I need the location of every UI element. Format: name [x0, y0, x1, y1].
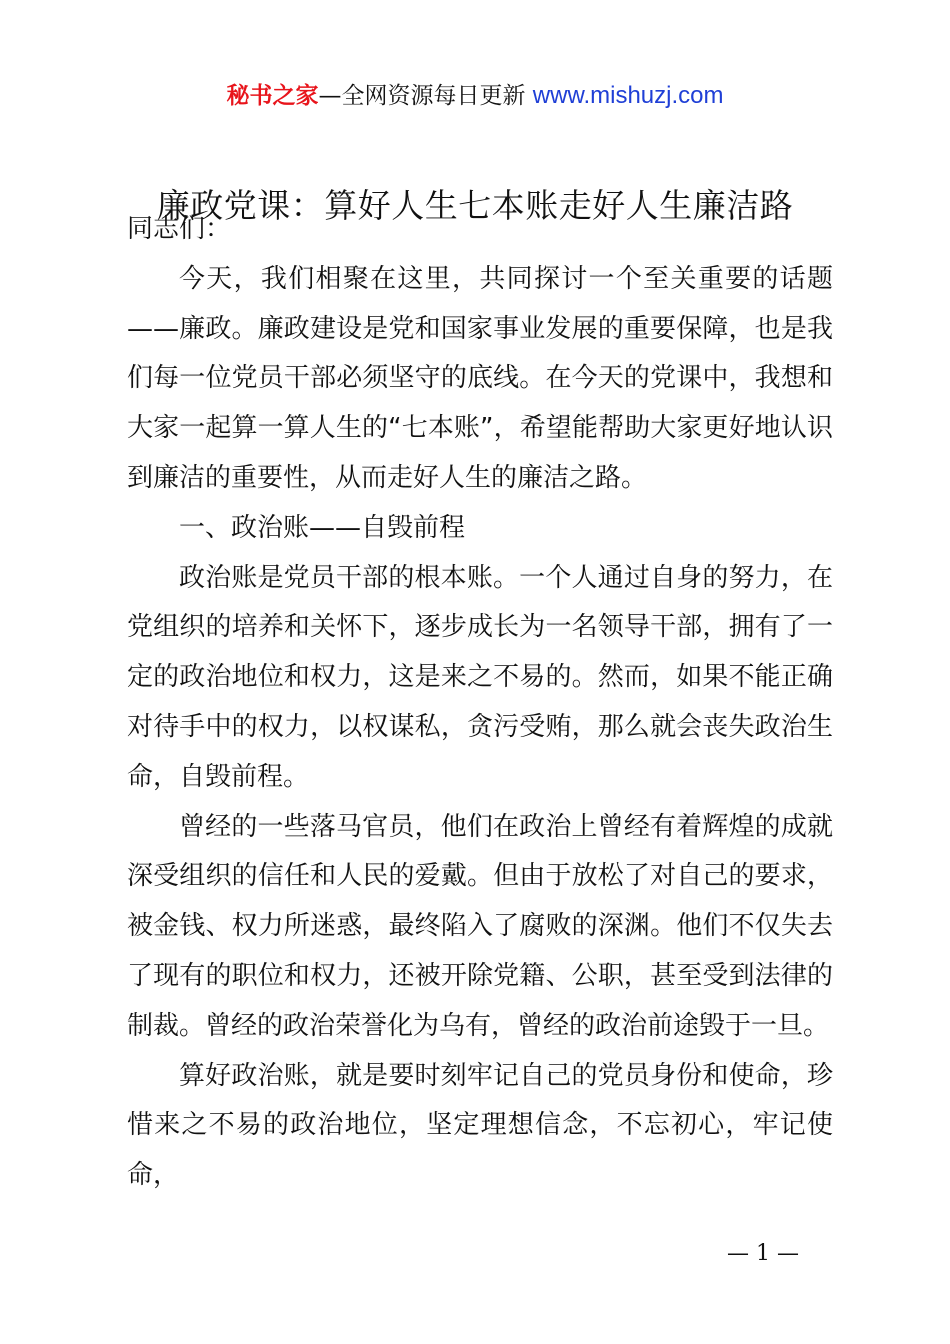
site-header — [0, 80, 950, 112]
document-body — [127, 205, 833, 1201]
body-paragraph: 政治账是党员干部的根本账。一个人通过自身的努力，在党组织的培养和关怀下，逐步成长为一名领导干部，拥有了一定的政治地位和权力，这是来之不易的。然而，如果不能正确对待手中的权力，以权谋私，贪污受贿，那么就会丧失政治生命，自毁前程。 — [127, 562, 833, 792]
site-tagline: —全网资源每日更新 — [318, 83, 526, 109]
section-heading: 一、政治账——自毁前程 — [179, 512, 466, 543]
document-title: 廉政党课：算好人生七本账走好人生廉洁路 — [156, 186, 794, 225]
site-brand: 秘书之家 — [226, 83, 319, 109]
salutation: 同志们： — [127, 214, 232, 244]
body-paragraph: 曾经的一些落马官员，他们在政治上曾经有着辉煌的成就深受组织的信任和人民的爱戴。但由于放松了对自己的要求，被金钱、权力所迷惑，最终陷入了腐败的深渊。他们不仅失去了现有的职位和权力，还被开除党籍、公职，甚至受到法律的制裁。曾经的政治荣誉化为乌有，曾经的政治前途毁于一旦。 — [127, 811, 833, 1041]
body-paragraph: 今天，我们相聚在这里，共同探讨一个至关重要的话题——廉政。廉政建设是党和国家事业发展的重要保障，也是我们每一位党员干部必须坚守的底线。在今天的党课中，我想和大家一起算一算人生的“七本账”，希望能帮助大家更好地认识到廉洁的重要性，从而走好人生的廉洁之路。 — [127, 263, 833, 493]
body-paragraph: 算好政治账，就是要时刻牢记自己的党员身份和使命，珍惜来之不易的政治地位，坚定理想信念，不忘初心，牢记使命， — [127, 1060, 833, 1191]
page-number: — 1 — — [727, 1241, 799, 1266]
site-url-link[interactable]: www.mishuzj.com — [532, 82, 724, 109]
